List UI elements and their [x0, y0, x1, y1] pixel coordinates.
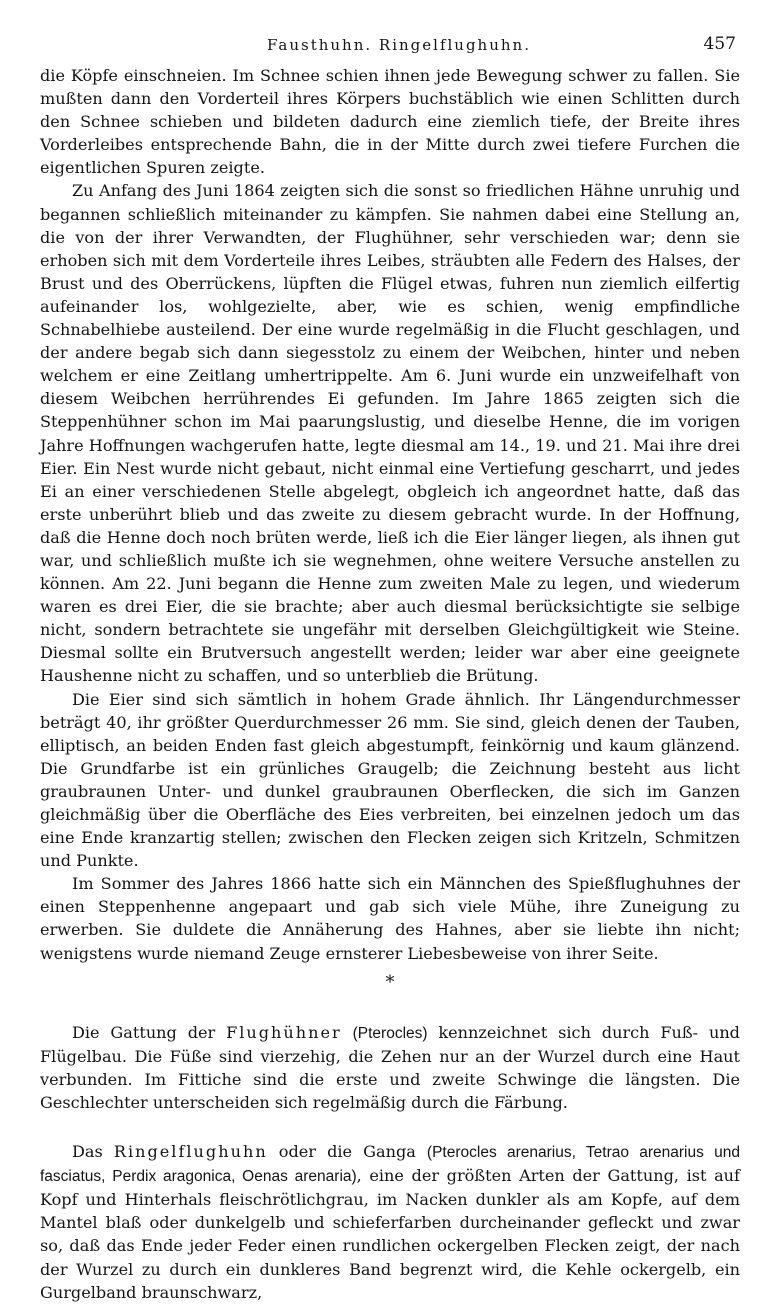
page-number: 457 — [703, 34, 736, 54]
body-text — [40, 64, 740, 1304]
paragraph-hybrid: Im Sommer des Jahres 1866 hatte sich ein Männchen des Spießflughuhnes der einen Steppenhenne angepaart und gab sich viele Mühe, ihre Zuneigung zu erwerben. Sie duldete die Annäherung des Hahnes, aber sie liebte ihn nicht; wenigstens wurde niemand Zeuge ernsterer Liebesbeweise von ihrer Seite. — [40, 874, 740, 963]
paragraph-eggs: Die Eier sind sich sämtlich in hohem Grade ähnlich. Ihr Längendurchmesser beträgt 40, ihr größter Querdurchmesser 26 mm. Sie sind, gleich denen der Tauben, elliptisch, an beiden Enden fast gleich abgestumpft, feinkörnig und kaum glänzend. Die Grundfarbe ist ein grünliches Graugelb; die Zeichnung besteht aus licht graubraunen Unter- und dunkel graubraunen Oberflecken, die sich im Ganzen gleichmäßig über die Oberfläche des Eies verbreiten, bei einzelnen jedoch um das eine Ende kranzartig stellen; zwischen den Flecken zeigen sich Kritzeln, Schmitzen und Punkte. — [40, 689, 740, 871]
paragraph-continuation: die Köpfe einschneien. Im Schnee schien ihnen jede Bewegung schwer zu fallen. Sie mußten dann den Vorderteil ihres Körpers buchstäblich wie einen Schlitten durch den Schnee schieben und bildeten dadurch eine ziemlich tiefe, der Breite ihres Vorderleibes entsprechende Bahn, die in der Mitte durch zwei tiefere Furchen die eigentlichen Spuren zeigte. — [40, 66, 740, 178]
genus-latin: (Pterocles) — [352, 1024, 428, 1042]
species-text-middle: oder die Ganga — [267, 1142, 427, 1162]
species-text-after: , eine der größten Arten der Gattung, ist auf Kopf und Hinterhals fleischrötlichgrau, im Nacken dunkler als am Kopfe, auf dem Mantel blaß oder dunkelgelb und schieferfarben durcheinander gefleckt und zwar so, daß das Ende jeder Feder einen rundlichen ockergelben Flecken zeigt, der nach der Wurzel zu durch ein dunkleres Band begrenzt wird, die Kehle ockergelb, ein Gurgelband braunschwarz, — [40, 1166, 740, 1302]
page-header — [56, 34, 742, 60]
genus-text-before: Die Gattung der — [72, 1022, 227, 1042]
genus-text-after: kennzeichnet sich durch Fuß- und Flügelbau. Die Füße sind vierzehig, die Zehen nur an der Wurzel durch eine Haut verbunden. Im Fittiche sind die erste und zweite Schwinge die längsten. Die Geschlechter unterscheiden sich regelmäßig durch die Färbung. — [40, 1022, 740, 1112]
paragraph-genus — [40, 1021, 740, 1114]
paragraph-species — [40, 1140, 740, 1304]
species-text-before: Das — [72, 1142, 114, 1162]
paragraph-gap — [40, 1114, 740, 1140]
genus-name: Flughühner — [226, 1022, 342, 1042]
paragraph-breeding: Zu Anfang des Juni 1864 zeigten sich die sonst so friedlichen Hähne unruhig und begannen schließlich miteinander zu kämpfen. Sie nahmen dabei eine Stellung an, die von der ihrer Verwandten, der Flughühner, sehr verschieden war; denn sie erhoben sich mit dem Vorderteile ihres Leibes, sträubten alle Federn des Halses, der Brust und des Oberrückens, lüpften die Flügel etwas, fuhren nun ziemlich eilfertig aufeinander los, wohlgezielte, aber, wie es schien, wenig empfindliche Schnabelhiebe austeilend. Der eine wurde regelmäßig in die Flucht geschlagen, und der andere begab sich dann siegesstolz zu einem der Weibchen, hinter und neben welchem er eine Zeitlang umhertrippelte. Am 6. Juni wurde ein unzweifelhaft von diesem Weibchen herrührendes Ei gefunden. Im Jahre 1865 zeigten sich die Steppenhühner schon im Mai paarungslustig, und dieselbe Henne, die im vorigen Jahre Hoffnungen wachgerufen hatte, legte diesmal am 14., 19. und 21. Mai ihre drei Eier. Ein Nest wurde nicht gebaut, nicht einmal eine Vertiefung gescharrt, und jedes Ei an einer verschiedenen Stelle abgelegt, obgleich ich angeordnet hatte, daß das erste unberührt blieb und das zweite zu diesem gebracht wurde. In der Hoffnung, daß die Henne doch noch brüten werde, ließ ich die Eier länger liegen, als ihnen gut war, und schließlich mußte ich sie wegnehmen, ohne weitere Versuche anstellen zu können. Am 22. Juni begann die Henne zum zweiten Male zu legen, und wiederum waren es drei Eier, die sie brachte; aber auch diesmal berücksichtigte sie selbige nicht, sondern betrachtete sie ungefähr mit derselben Gleichgültigkeit wie Steine. Diesmal sollte ein Brutversuch angestellt werden; leider war aber eine geeignete Haushenne nicht zu schaffen, und so unterblieb die Brütung. — [40, 181, 740, 686]
running-head: Fausthuhn. Ringelflughuhn. — [267, 36, 531, 54]
section-separator: * — [385, 971, 395, 993]
species-name: Ringelflughuhn — [113, 1142, 268, 1162]
species-latin: (Pterocles arenarius, Tetrao arenarius und fasciatus, Perdix aragonica, Oenas arenaria) — [40, 1144, 740, 1186]
